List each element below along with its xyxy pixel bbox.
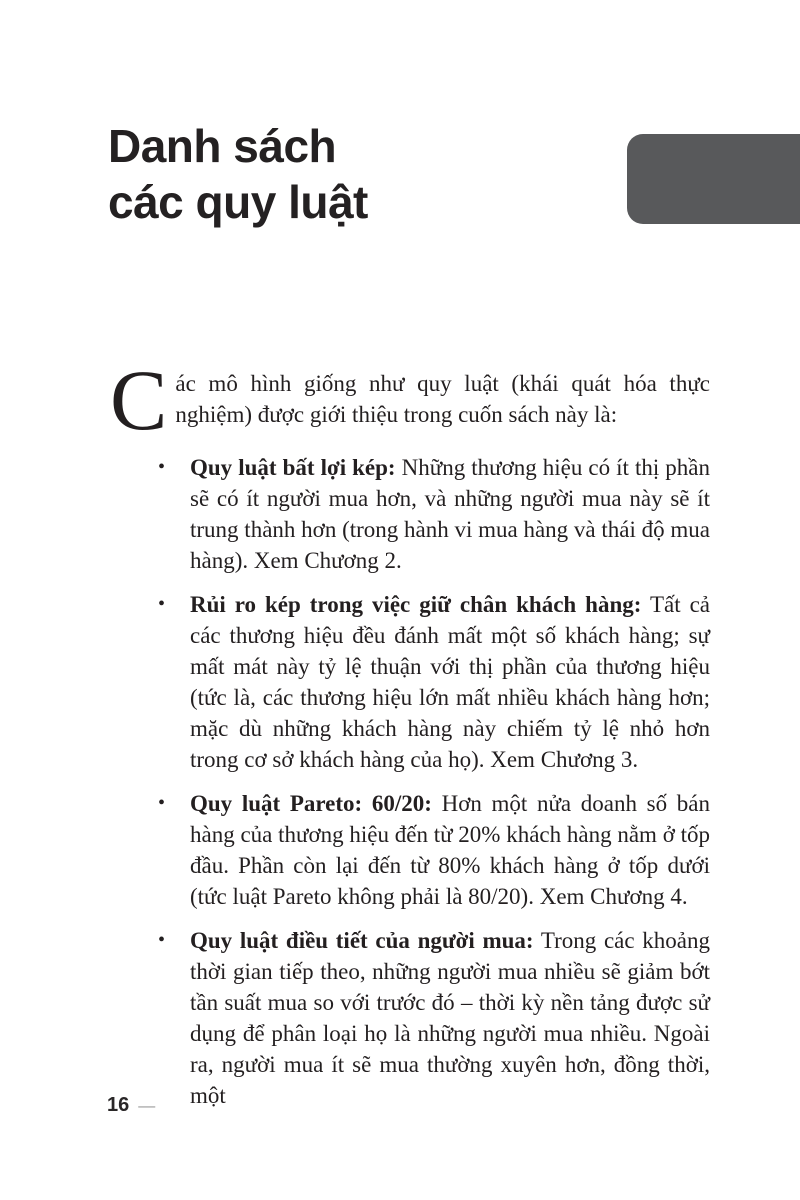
body-text-column (110, 352, 711, 1124)
law-label: Quy luật điều tiết của người mua: (190, 928, 534, 953)
page-title-line-2: các quy luật (108, 176, 368, 228)
list-item (158, 452, 710, 576)
law-text: Tất cả các thương hiệu đều đánh mất một số khách hàng; sự mất mát này tỷ lệ thuận với thị phần của thương hiệu (tức là, các thương hiệu lớn mất nhiều khách hàng hơn; mặc dù những khách hàng này chiếm tỷ lệ nhỏ hơn trong cơ sở khách hàng của họ). Xem Chương 3. (190, 592, 710, 772)
bullet-icon: • (158, 456, 166, 478)
law-label: Quy luật Pareto: 60/20: (190, 791, 432, 816)
intro-text: ác mô hình giống như quy luật (khái quát hóa thực nghiệm) được giới thiệu trong cuốn sách này là: (175, 371, 710, 427)
page-number: 16 (107, 1094, 130, 1116)
folio-dash: — (138, 1096, 156, 1115)
law-text: Hơn một nửa doanh số bán hàng của thương hiệu đến từ 20% khách hàng nằm ở tốp đầu. Phần còn lại đến từ 80% khách hàng ở tốp dưới (tức luật Pareto không phải là 80/20). Xem Chương 4. (190, 791, 710, 909)
drop-cap: C (110, 352, 168, 448)
law-label: Rủi ro kép trong việc giữ chân khách hàng: (190, 592, 642, 617)
intro-paragraph (110, 352, 710, 448)
law-text: Trong các khoảng thời gian tiếp theo, những người mua nhiều sẽ giảm bớt tần suất mua so với trước đó – thời kỳ nền tảng được sử dụng để phân loại họ là những người mua nhiều. Ngoài ra, người mua ít sẽ mua thường xuyên hơn, đồng thời, một (190, 928, 711, 1108)
bullet-icon: • (158, 792, 166, 814)
law-list (110, 452, 710, 1111)
bullet-icon: • (158, 929, 166, 951)
page-footer (107, 1094, 155, 1117)
page-title (108, 118, 368, 230)
chapter-tab (627, 134, 800, 224)
list-item (158, 589, 710, 775)
page-title-line-1: Danh sách (108, 120, 337, 172)
list-item (158, 788, 710, 912)
law-text: Những thương hiệu có ít thị phần sẽ có ít người mua hơn, và những người mua này sẽ ít trung thành hơn (trong hành vi mua hàng và thái độ mua hàng). Xem Chương 2. (190, 455, 710, 573)
bullet-icon: • (158, 593, 166, 615)
law-label: Quy luật bất lợi kép: (190, 455, 396, 480)
list-item (158, 925, 711, 1111)
